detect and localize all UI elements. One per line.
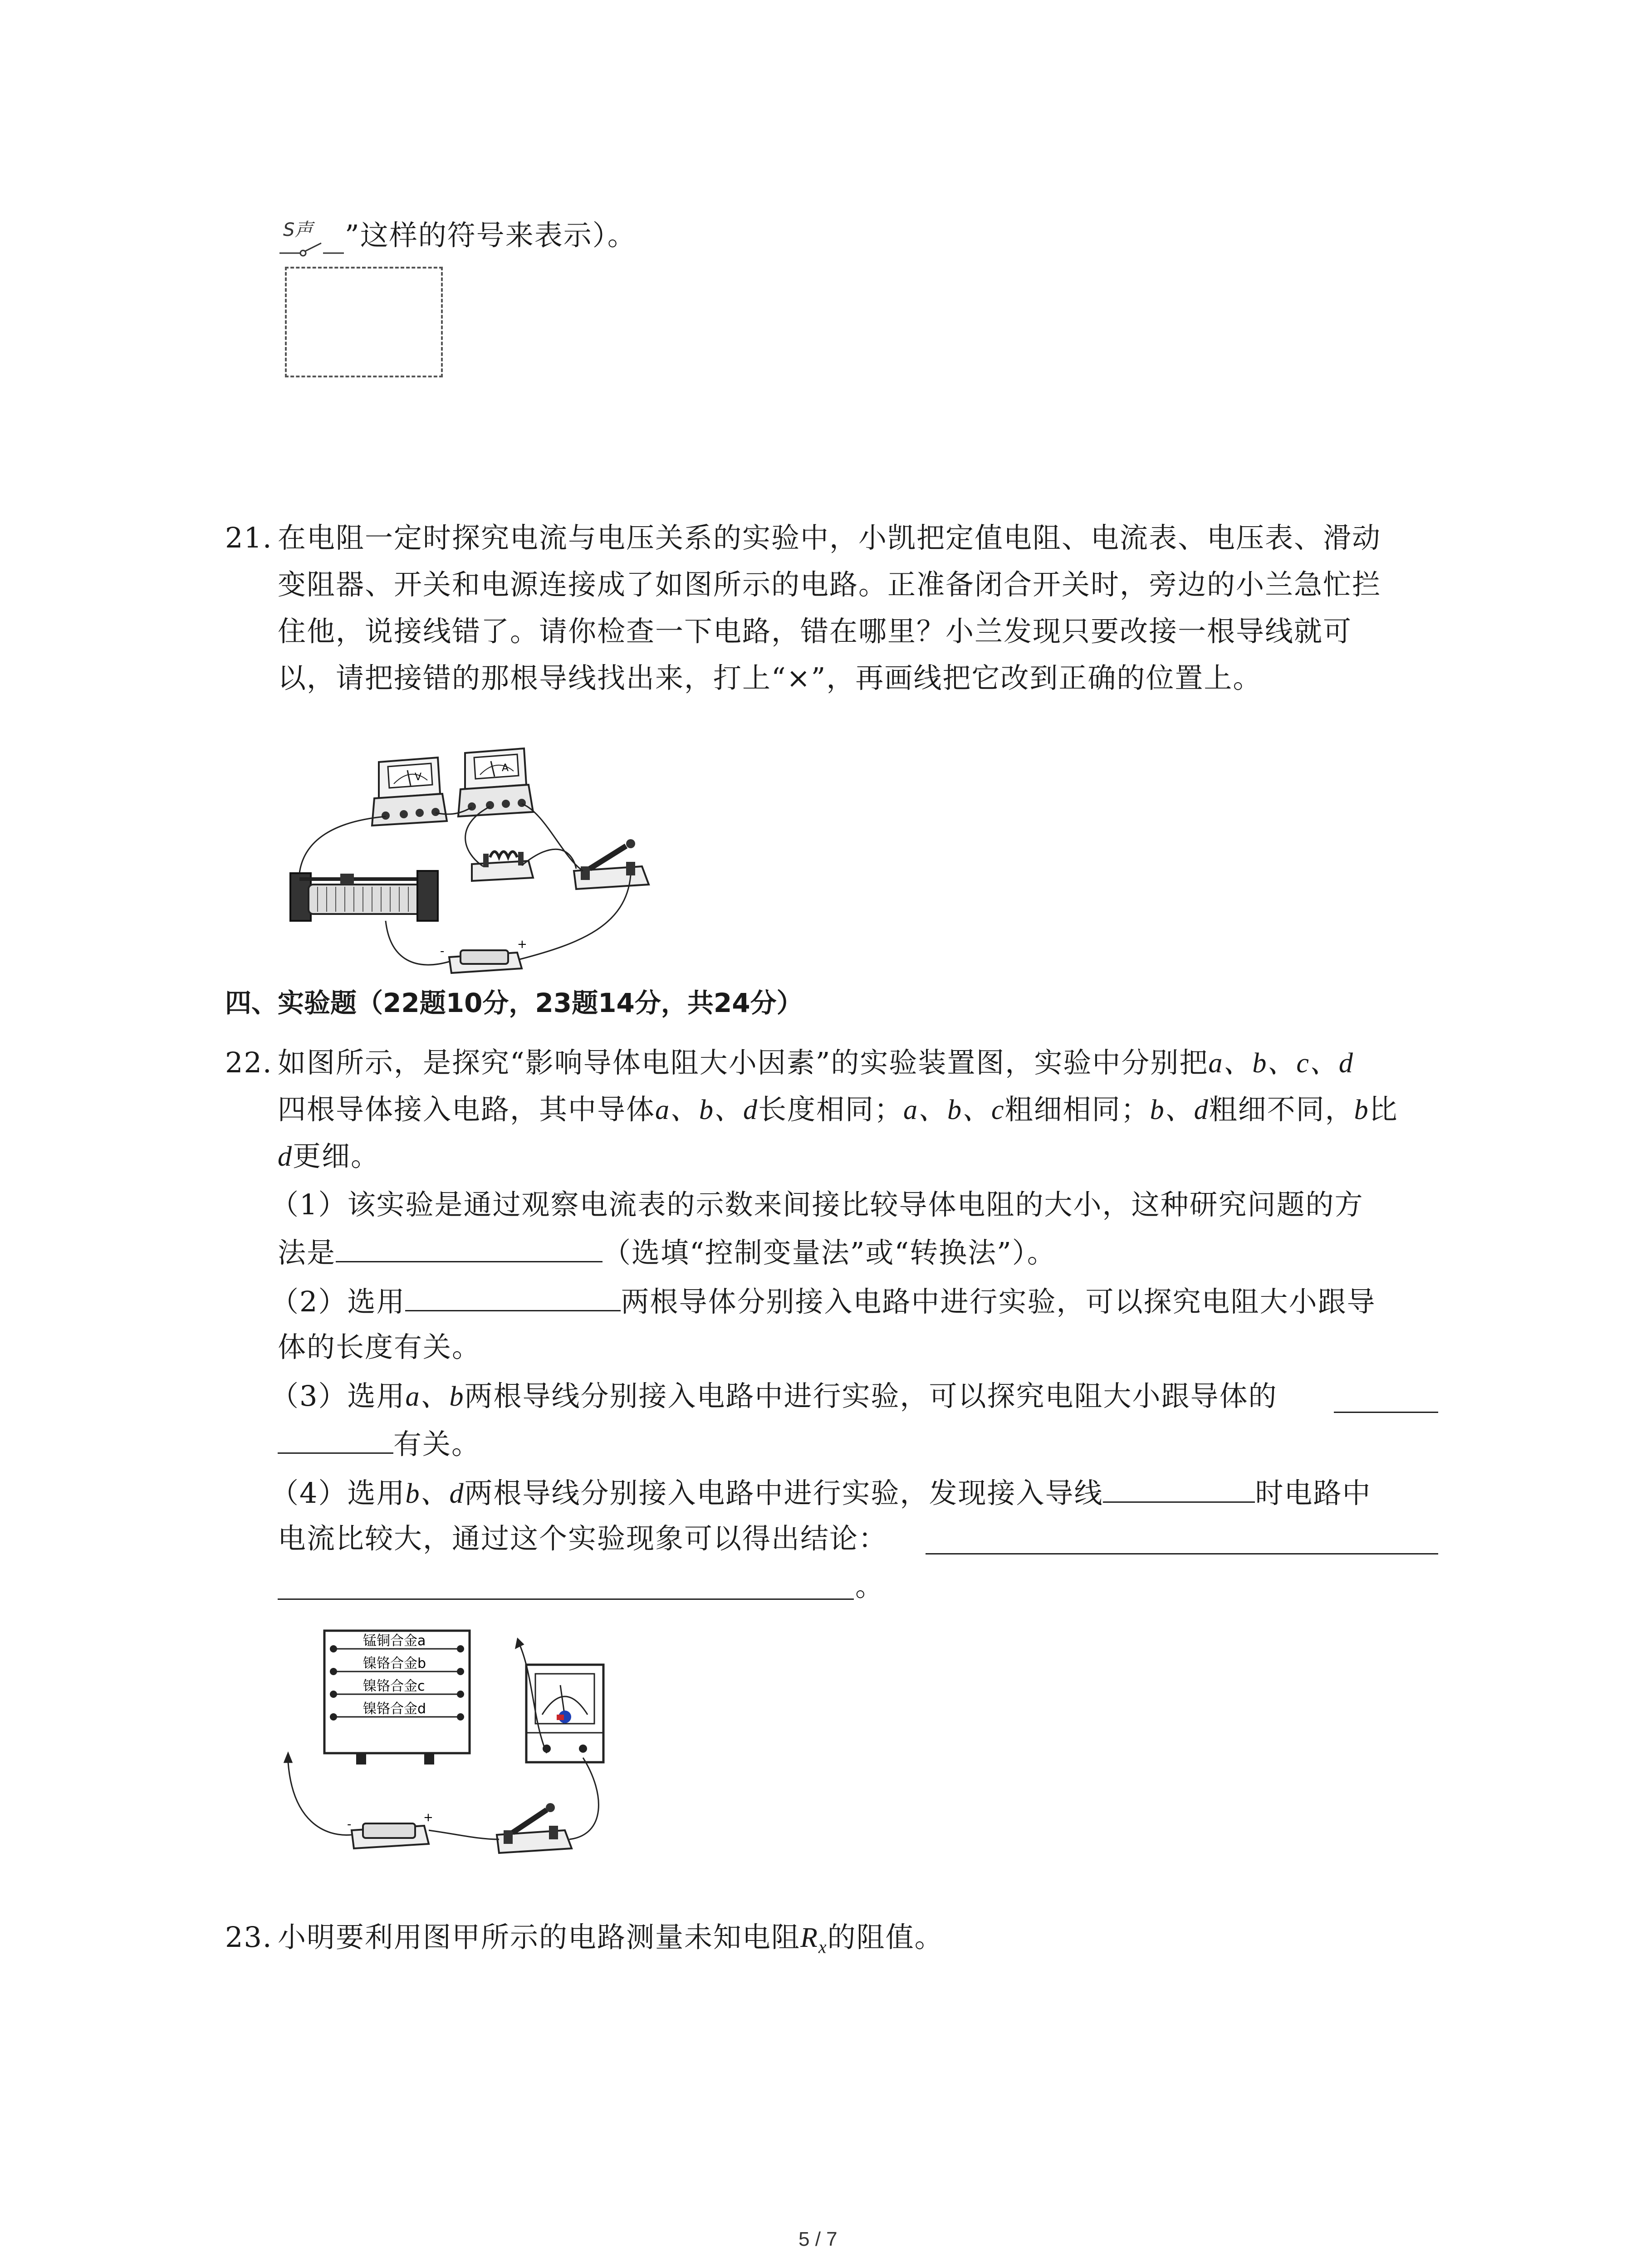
wire-label-d: 镍铬合金d — [363, 1701, 426, 1717]
q21-line-4: 以，请把接错的那根导线找出来，打上“×”，再画线把它改到正确的位置上。 — [278, 661, 1262, 694]
q21-line-3: 住他，说接线错了。请你检查一下电路，错在哪里？小兰发现只要改接一根导线就可 — [278, 615, 1352, 648]
q21-line-1: 在电阻一定时探究电流与电压关系的实验中，小凯把定值电阻、电流表、电压表、滑动 — [278, 521, 1381, 554]
top-fragment-text: ”这样的符号来表示）。 — [345, 219, 637, 252]
q22-part1-line-2: 法是 （选填“控制变量法”或“转换法”）。 — [278, 1236, 1056, 1269]
wire-label-a: 锰铜合金a — [363, 1633, 426, 1649]
answer-blank-4a[interactable] — [1103, 1478, 1255, 1503]
ammeter-label: A — [502, 763, 509, 774]
svg-text:-: - — [440, 944, 445, 958]
q22-part3-line-2: 有关。 — [278, 1429, 480, 1458]
q22-part1-line-1: （1）该实验是通过观察电流表的示数来间接比较导体电阻的大小，这种研究问题的方 — [270, 1188, 1364, 1221]
q21-number: 21. — [225, 521, 273, 554]
q22-battery — [347, 1811, 433, 1848]
q22-intro-line-1: 如图所示，是探究“影响导体电阻大小因素”的实验装置图，实验中分别把a、b、c、d — [278, 1046, 1354, 1079]
q21-circuit-figure — [281, 735, 658, 980]
rheostat — [290, 871, 438, 921]
answer-blank-4c[interactable] — [278, 1575, 854, 1600]
q22-ammeter — [526, 1665, 603, 1762]
q22-number: 22. — [225, 1046, 273, 1079]
fixed-resistor — [472, 852, 533, 881]
section-title: 四、实验题（22题10分，23题14分，共24分） — [225, 987, 803, 1018]
q22-switch — [497, 1803, 572, 1853]
q22-intro-line-2: 四根导体接入电路，其中导体a、b、d长度相同；a、b、c粗细相同；b、d粗细不同，b比 — [278, 1093, 1398, 1126]
page-number: 5 / 7 — [798, 2228, 838, 2250]
q22-intro-line-3: d更细。 — [278, 1139, 380, 1173]
q22-part2-line-1: （2）选用 两根导体分别接入电路中进行实验，可以探究电阻大小跟导 — [270, 1285, 1376, 1318]
svg-text:+: + — [423, 1811, 433, 1824]
answer-blank-3a[interactable] — [1334, 1388, 1438, 1413]
q22-part4-line-2: 电流比较大，通过这个实验现象可以得出结论： — [278, 1522, 888, 1555]
switch-symbol — [278, 213, 346, 263]
conductor-board — [324, 1631, 470, 1765]
q23-number: 23. — [225, 1921, 273, 1954]
voltmeter-label: V — [415, 772, 422, 783]
q22-part4-line-1: （4）选用b、d两根导线分别接入电路中进行实验，发现接入导线 时电路中 — [270, 1476, 1372, 1510]
answer-box[interactable] — [285, 267, 443, 377]
q22-part4-end: 。 — [855, 1569, 885, 1603]
q22-part2-line-2: 体的长度有关。 — [278, 1330, 481, 1364]
q22-figure — [279, 1622, 624, 1857]
answer-blank-1[interactable] — [336, 1237, 603, 1262]
switch-symbol-text: S声 — [283, 220, 313, 240]
svg-text:-: - — [347, 1818, 352, 1831]
answer-blank-2[interactable] — [405, 1286, 621, 1311]
battery — [440, 938, 527, 973]
q23-text: 小明要利用图甲所示的电路测量未知电阻$R_x$的阻值。 — [278, 1921, 944, 1957]
answer-blank-4b[interactable] — [926, 1530, 1438, 1554]
q21-line-2: 变阻器、开关和电源连接成了如图所示的电路。正准备闭合开关时，旁边的小兰急忙拦 — [278, 568, 1381, 601]
voltmeter — [372, 758, 447, 826]
wire-label-c: 镍铬合金c — [363, 1678, 425, 1694]
switch — [574, 839, 649, 889]
ammeter — [458, 748, 533, 816]
answer-blank-3b[interactable] — [278, 1429, 393, 1454]
svg-text:+: + — [517, 938, 527, 951]
wire-label-b: 镍铬合金b — [363, 1656, 426, 1672]
q22-part3-line-1: （3）选用a、b两根导线分别接入电路中进行实验，可以探究电阻大小跟导体的 — [270, 1379, 1278, 1413]
